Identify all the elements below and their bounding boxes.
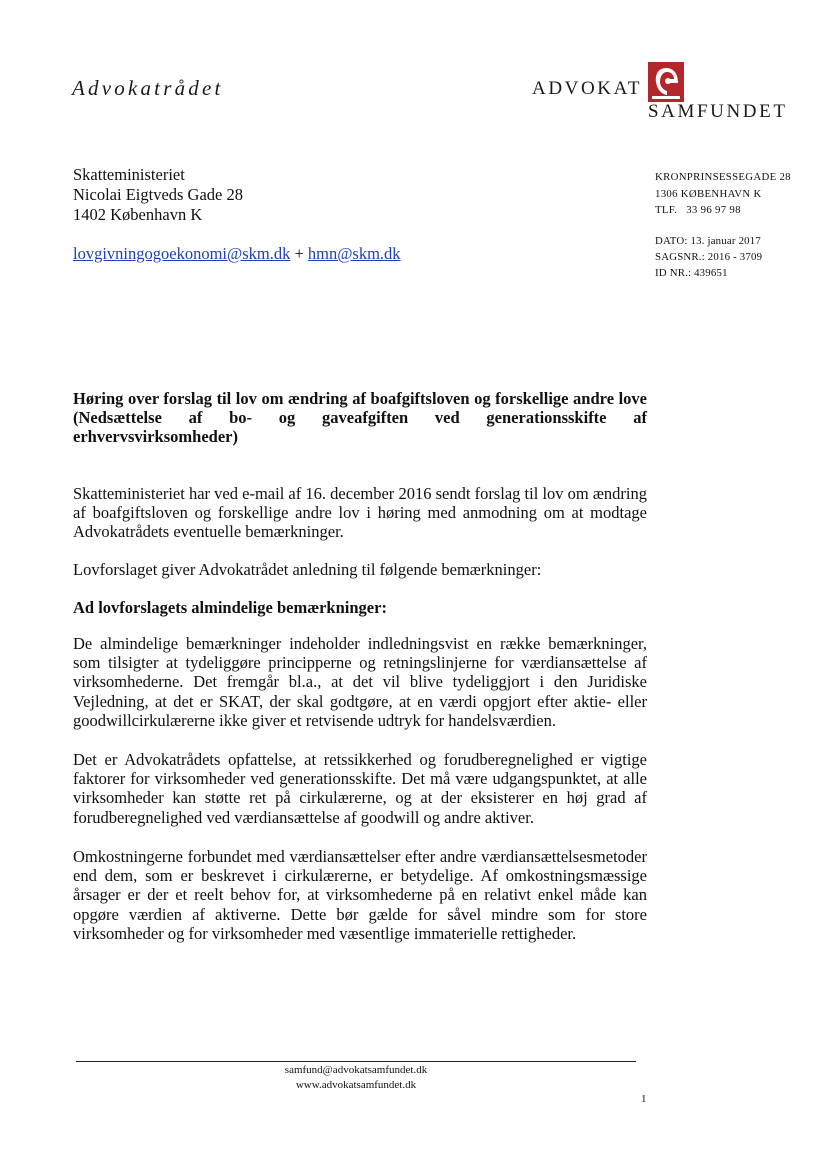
paragraph-intro: Skatteministeriet har ved e-mail af 16. december 2016 sendt forslag til lov om ændring af boafgiftsloven og forskellige andre lov i høring med anmodning om at modtage Advokatrådets eventuelle bemærkninger. (73, 484, 647, 542)
footer-email: samfund@advokatsamfundet.dk (284, 1064, 428, 1076)
logo-text-top: ADVOKAT (532, 78, 643, 99)
logo-text-bottom: SAMFUNDET (648, 101, 788, 122)
case-number: SAGSNR.: 2016 - 3709 (655, 251, 763, 263)
advokatsamfundet-emblem-icon (648, 62, 684, 102)
footer-divider (76, 1061, 636, 1062)
paragraph-valuation-costs: Omkostningerne forbundet med værdiansættelser efter andre værdiansættelsesmetoder end dem, som er beskrevet i cirkulærerne, er betydelige. Af omkostningsmæssige årsager er der et reelt behov for, at virksomhederne på en relativt enkel måde kan opgøre værdien af aktiverne. Dette bør gælde for såvel mindre som for store virksomheder og for virksomheder med væsentlige immaterielle rettigheder. (73, 847, 647, 943)
contact-city: 1306 KØBENHAVN K (655, 187, 762, 200)
recipient-line: 1402 København K (73, 205, 203, 224)
recipient-address (73, 165, 243, 225)
recipient-line: Nicolai Eigtveds Gade 28 (73, 185, 243, 204)
paragraph-remarks-lead: Lovforslaget giver Advokatrådet anledning til følgende bemærkninger: (73, 560, 542, 579)
contact-phone: TLF. 33 96 97 98 (655, 204, 741, 216)
document-id: ID NR.: 439651 (655, 267, 728, 279)
footer (76, 1063, 636, 1092)
paragraph-legal-certainty: Det er Advokatrådets opfattelse, at retssikkerhed og forudberegnelighed er vigtige faktorer for virksomheder ved generationsskifte. Det må være udgangspunktet, at alle virksomheder kan støtte ret på cirkulærerne, og at der eksisterer en høj grad af forudberegnelighed ved værdiansættelse af goodwill og andre aktiver. (73, 750, 647, 827)
email-separator: + (290, 244, 308, 263)
email-link-hmn[interactable]: hmn@skm.dk (307, 244, 401, 263)
section-heading: Ad lovforslagets almindelige bemærkninger: (73, 598, 387, 617)
email-link-lovgivning[interactable]: lovgivningogoekonomi@skm.dk (73, 244, 291, 263)
letter-title: Høring over forslag til lov om ændring af boafgiftsloven og forskellige andre love (Nedsættelse af bo- og gaveafgiften ved generationsskifte af erhvervsvirksomheder) (73, 389, 647, 446)
footer-website: www.advokatsamfundet.dk (295, 1078, 417, 1091)
recipient-line: Skatteministeriet (73, 165, 185, 184)
page-number: 1 (641, 1093, 647, 1105)
letter-metadata (655, 233, 762, 281)
recipient-emails (73, 244, 401, 264)
letter-date: DATO: 13. januar 2017 (655, 235, 761, 247)
paragraph-general-remarks: De almindelige bemærkninger indeholder indledningsvist en række bemærkninger, som tilsigter at tydeliggøre principperne og retningslinjerne for værdiansættelse af virksomhederne. Det fremgår bl.a., at det vil blive tydeliggjort i den Juridiske Vejledning, at det er SKAT, der skal godtgøre, at en værdi opgjort efter aktie- eller goodwillcirkulærerne ikke giver et retvisende udtryk for handelsværdien. (73, 634, 647, 730)
contact-street: KRONPRINSESSEGADE 28 (655, 171, 791, 183)
sender-name: Advokatrådet (72, 76, 224, 100)
sender-contact (655, 169, 791, 219)
